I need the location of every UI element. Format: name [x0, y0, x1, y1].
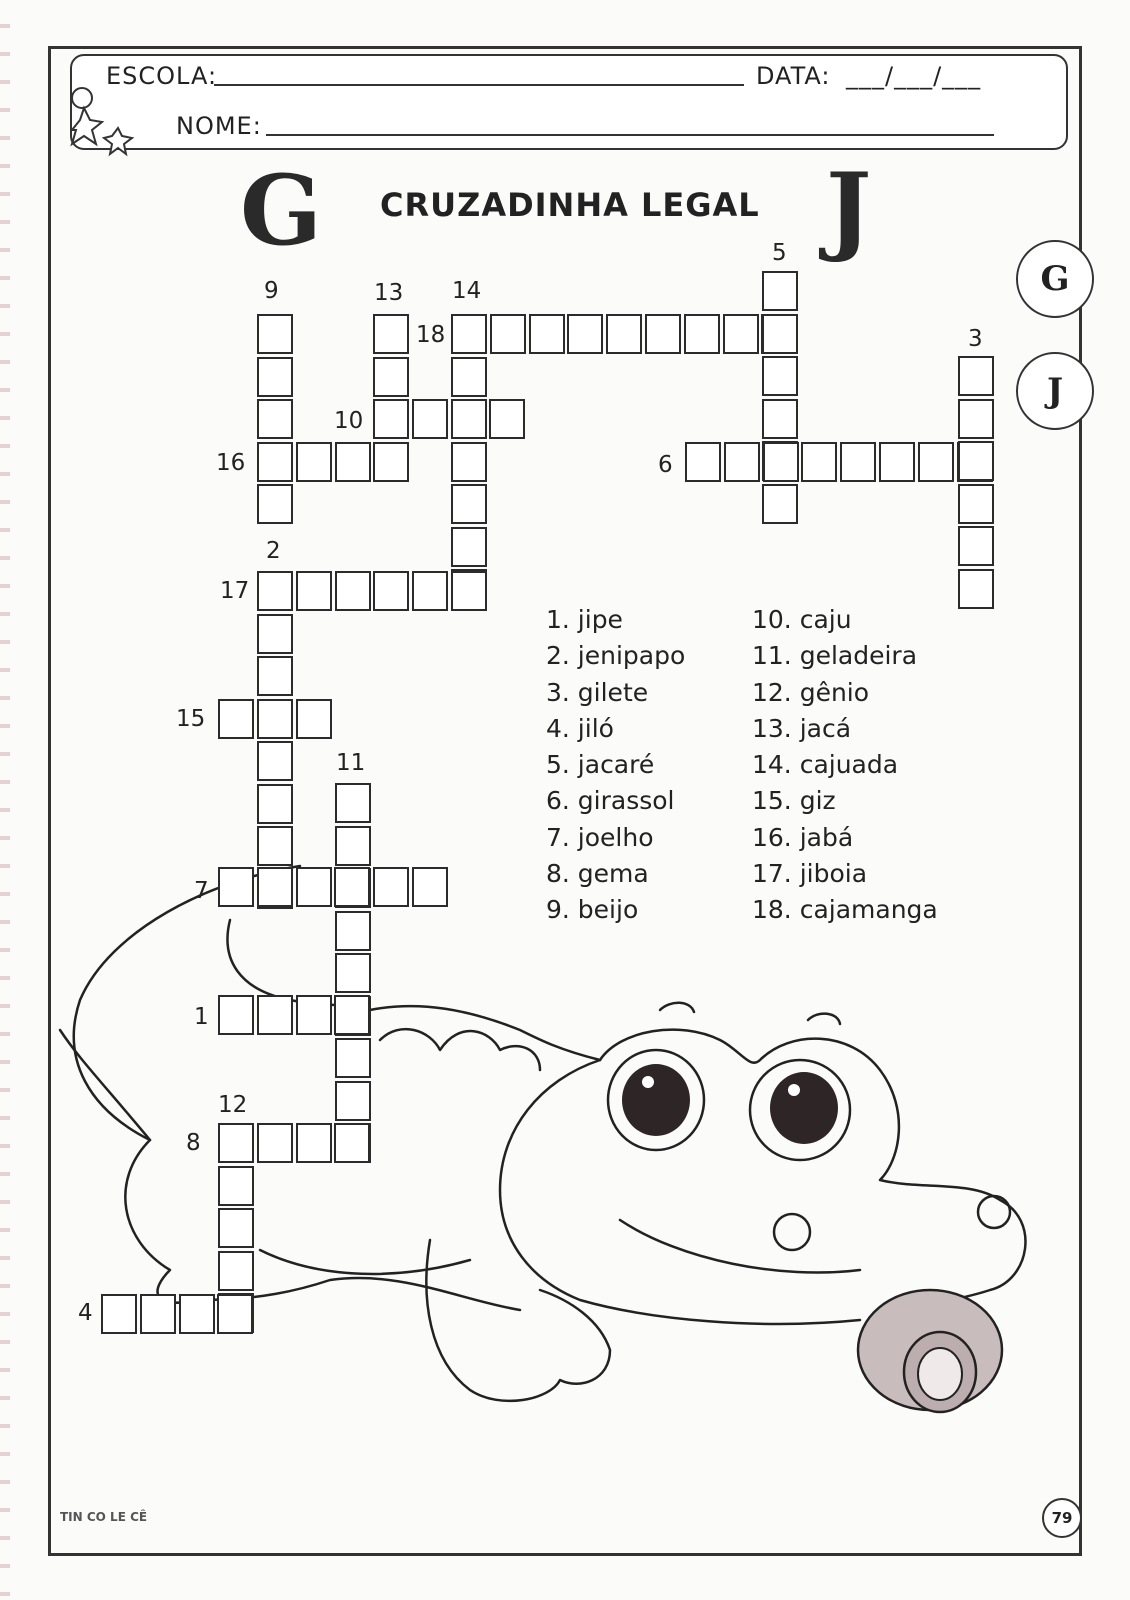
crossword-cell[interactable] [489, 399, 525, 439]
word-item: 10. caju [752, 605, 852, 634]
crossword-cell[interactable] [257, 656, 293, 696]
clue-number-15: 15 [176, 706, 206, 732]
clue-number-16: 16 [216, 450, 246, 476]
word-item: 13. jacá [752, 713, 852, 743]
crossword-cell[interactable] [373, 571, 409, 611]
crossword-cell[interactable] [958, 484, 994, 524]
clue-number-4: 4 [78, 1300, 93, 1326]
crossword-cell[interactable] [606, 314, 642, 354]
word-item: 3. gilete [546, 677, 649, 707]
crossword-cell[interactable] [567, 314, 603, 354]
crossword-cell[interactable] [334, 867, 370, 907]
side-letter-j: J [1016, 352, 1094, 430]
crossword-cell[interactable] [218, 1123, 254, 1163]
clue-number-1: 1 [194, 1004, 209, 1030]
crossword-cell[interactable] [218, 699, 254, 739]
crossword-cell[interactable] [879, 442, 915, 482]
crossword-cell[interactable] [763, 442, 799, 482]
crossword-cell[interactable] [958, 399, 994, 439]
clue-number-6: 6 [658, 452, 673, 478]
crossword-cell[interactable] [762, 484, 798, 524]
page-number: 79 [1042, 1498, 1082, 1538]
word-item: 2. jenipapo [546, 641, 686, 671]
crossword-cell[interactable] [257, 614, 293, 654]
crossword-cell[interactable] [257, 442, 293, 482]
crossword-cell[interactable] [762, 399, 798, 439]
side-letter-g: G [1016, 240, 1094, 318]
clue-number-10: 10 [334, 408, 364, 434]
crossword-cell[interactable] [140, 1294, 176, 1334]
clue-number-2: 2 [266, 538, 281, 564]
crossword-cell[interactable] [335, 571, 371, 611]
crossword-cell[interactable] [101, 1294, 137, 1334]
word-item: 15. giz [752, 786, 836, 816]
crossword-cell[interactable] [335, 911, 371, 951]
crossword-cell[interactable] [257, 357, 293, 397]
crossword-cell[interactable] [179, 1294, 215, 1334]
crossword-cell[interactable] [412, 867, 448, 907]
crossword-cell[interactable] [451, 314, 487, 354]
brand-logo: TIN CO LE CÊ [60, 1510, 148, 1524]
crossword-cell[interactable] [218, 1208, 254, 1248]
crossword-cell[interactable] [257, 741, 293, 781]
crossword-cell[interactable] [762, 356, 798, 396]
crossword-cell[interactable] [412, 399, 448, 439]
word-item: 5. jacaré [546, 750, 655, 780]
crossword-cell[interactable] [958, 441, 994, 481]
crossword-cell[interactable] [335, 826, 371, 866]
clue-number-5: 5 [772, 240, 787, 266]
crossword-cell[interactable] [296, 571, 332, 611]
crossword-cell[interactable] [218, 995, 254, 1035]
name-label: NOME: [176, 112, 262, 140]
crossword-cell[interactable] [451, 357, 487, 397]
crossword-cell[interactable] [335, 953, 371, 993]
crossword-cell[interactable] [257, 399, 293, 439]
word-item: 12. gênio [752, 677, 870, 707]
clue-number-3: 3 [968, 326, 983, 352]
word-item: 6. girassol [546, 786, 675, 816]
clue-number-18: 18 [416, 322, 446, 348]
crossword-cell[interactable] [296, 867, 332, 907]
crossword-cell[interactable] [451, 442, 487, 482]
word-item: 4. jiló [546, 713, 614, 743]
crossword-cell[interactable] [334, 995, 370, 1035]
crossword-cell[interactable] [257, 699, 293, 739]
crossword-cell[interactable] [257, 484, 293, 524]
crossword-cell[interactable] [334, 1123, 370, 1163]
clue-number-9: 9 [264, 278, 279, 304]
crossword-cell[interactable] [373, 314, 409, 354]
crossword-cell[interactable] [335, 783, 371, 823]
crossword-cell[interactable] [490, 314, 526, 354]
crossword-cell[interactable] [296, 442, 332, 482]
crossword-cell[interactable] [762, 314, 798, 354]
crossword-cell[interactable] [335, 1081, 371, 1121]
crossword-cell[interactable] [645, 314, 681, 354]
school-label: ESCOLA: [106, 62, 218, 90]
crossword-cell[interactable] [257, 784, 293, 824]
crossword-cell[interactable] [373, 867, 409, 907]
spiral-binding [0, 0, 10, 1600]
letter-j: J [826, 152, 872, 265]
crossword-cell[interactable] [412, 571, 448, 611]
crossword-cell[interactable] [296, 699, 332, 739]
word-item: 1. jipe [546, 605, 623, 634]
word-item: 9. beijo [546, 895, 639, 925]
crossword-cell[interactable] [801, 442, 837, 482]
word-item: 8. gema [546, 859, 649, 889]
stars-icon [58, 80, 158, 170]
crossword-cell[interactable] [218, 867, 254, 907]
crossword-cell[interactable] [257, 1123, 293, 1163]
crossword-cell[interactable] [685, 442, 721, 482]
crossword-cell[interactable] [451, 399, 487, 439]
crossword-cell[interactable] [217, 1294, 253, 1334]
word-list-right [752, 602, 938, 929]
crossword-cell[interactable] [373, 357, 409, 397]
crossword-cell[interactable] [257, 571, 293, 611]
crossword-cell[interactable] [373, 442, 409, 482]
crossword-cell[interactable] [335, 1038, 371, 1078]
crossword-cell[interactable] [218, 1166, 254, 1206]
clue-number-12: 12 [218, 1092, 248, 1118]
letter-g: G [240, 154, 322, 267]
date-label: DATA: [756, 62, 831, 90]
crossword-cell[interactable] [257, 826, 293, 866]
crossword-cell[interactable] [723, 314, 759, 354]
crossword-cell[interactable] [958, 526, 994, 566]
crossword-cell[interactable] [296, 995, 332, 1035]
clue-number-17: 17 [220, 578, 250, 604]
date-field[interactable]: ___/___/___ [846, 62, 982, 90]
clue-number-13: 13 [374, 280, 404, 306]
crossword-cell[interactable] [335, 442, 371, 482]
clue-number-8: 8 [186, 1130, 201, 1156]
crossword-cell[interactable] [257, 995, 293, 1035]
name-field[interactable] [266, 134, 994, 136]
crossword-cell[interactable] [958, 356, 994, 396]
crossword-cell[interactable] [451, 571, 487, 611]
crossword-cell[interactable] [762, 271, 798, 311]
crossword-cell[interactable] [257, 314, 293, 354]
crossword-cell[interactable] [257, 867, 293, 907]
word-item: 17. jiboia [752, 859, 868, 889]
crossword-cell[interactable] [373, 399, 409, 439]
word-item: 14. cajuada [752, 750, 899, 780]
crossword-cell[interactable] [529, 314, 565, 354]
crossword-cell[interactable] [724, 442, 760, 482]
clue-number-14: 14 [452, 278, 482, 304]
word-list-left [546, 602, 685, 929]
crossword-cell[interactable] [451, 484, 487, 524]
crossword-cell[interactable] [918, 442, 954, 482]
crossword-cell[interactable] [684, 314, 720, 354]
crossword-cell[interactable] [840, 442, 876, 482]
word-item: 7. joelho [546, 822, 654, 852]
crossword-cell[interactable] [218, 1251, 254, 1291]
word-item: 11. geladeira [752, 641, 918, 671]
clue-number-11: 11 [336, 750, 366, 776]
crossword-cell[interactable] [296, 1123, 332, 1163]
word-item: 16. jabá [752, 822, 854, 852]
crossword-cell[interactable] [451, 527, 487, 567]
crossword-cell[interactable] [958, 569, 994, 609]
page-title: CRUZADINHA LEGAL [380, 186, 760, 224]
school-field[interactable] [214, 84, 744, 86]
word-item: 18. cajamanga [752, 895, 938, 925]
clue-number-7: 7 [194, 878, 209, 904]
